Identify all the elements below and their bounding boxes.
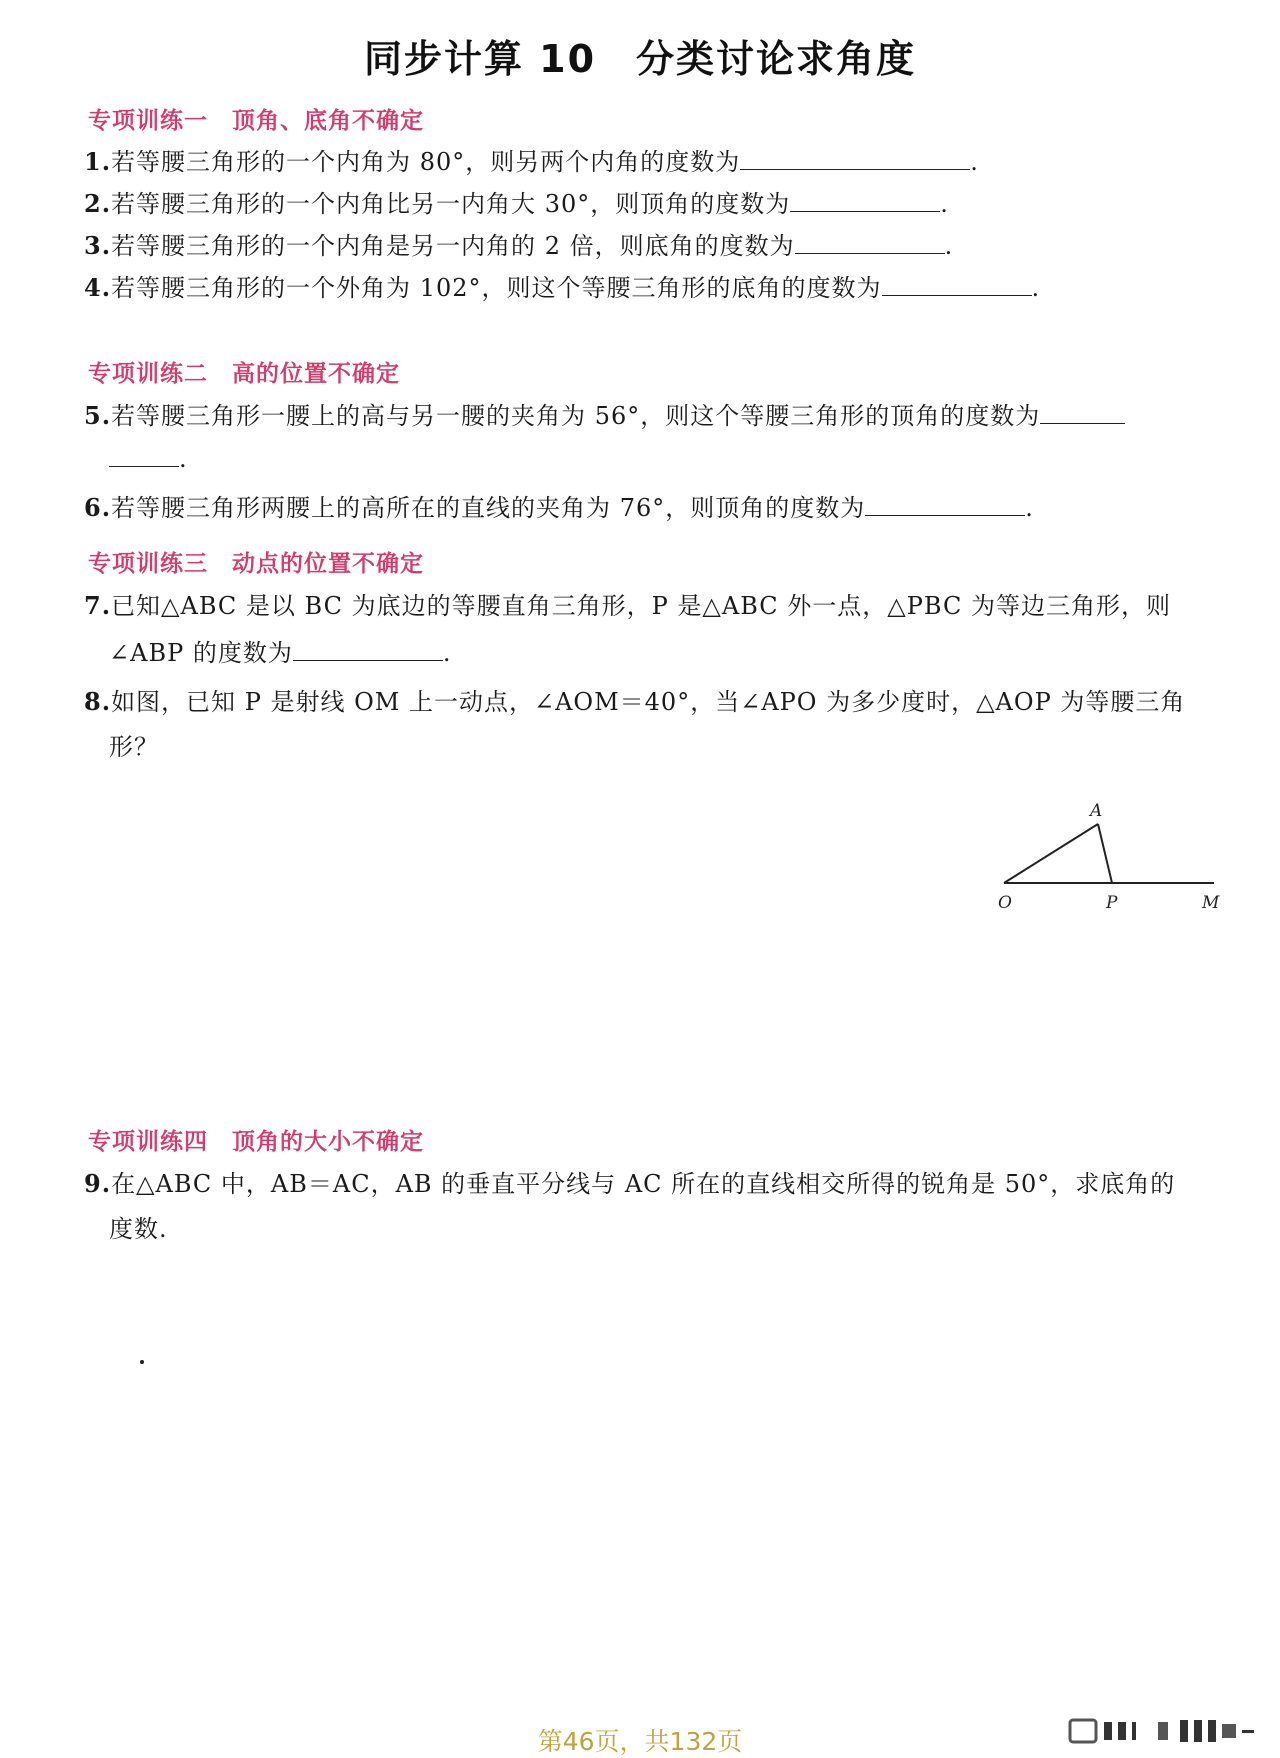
- section-heading-3: 专项训练三 动点的位置不确定: [88, 551, 424, 577]
- point-label-m: M: [1202, 893, 1220, 913]
- question-9: [84, 1160, 1224, 1208]
- question-number: 3.: [84, 231, 112, 260]
- question-1: [84, 138, 1224, 186]
- question-6: [84, 484, 1224, 532]
- segment-oa: [1004, 824, 1098, 883]
- question-text: 若等腰三角形两腰上的高所在的直线的夹角为 76°，则顶角的度数为: [111, 494, 866, 522]
- question-text: 若等腰三角形的一个内角为 80°，则另两个内角的度数为: [111, 148, 741, 176]
- answer-blank[interactable]: [882, 269, 1032, 296]
- page-footer: 第46页，共132页: [537, 1727, 743, 1756]
- segment-ap: [1098, 824, 1112, 883]
- point-label-a: A: [1090, 801, 1103, 821]
- question-text: 已知△ABC 是以 BC 为底边的等腰直角三角形，P 是△ABC 外一点，△PBC 为等边三角形，则: [111, 592, 1171, 620]
- section-heading-1: 专项训练一 顶角、底角不确定: [88, 108, 424, 134]
- question-text: 若等腰三角形的一个内角是另一内角的 2 倍，则底角的度数为: [111, 232, 795, 260]
- question-8: [84, 678, 1224, 726]
- question-7: [84, 582, 1224, 630]
- section-heading-2: 专项训练二 高的位置不确定: [88, 361, 400, 387]
- page-title: 同步计算 10 分类讨论求角度: [363, 37, 917, 81]
- question-number: 8.: [84, 687, 112, 716]
- section-heading-4: 专项训练四 顶角的大小不确定: [88, 1129, 424, 1155]
- question-3: [84, 222, 1224, 270]
- question-number: 2.: [84, 189, 112, 218]
- answer-blank[interactable]: [1040, 397, 1125, 424]
- question-7-continued: [84, 630, 1249, 677]
- point-label-o: O: [998, 893, 1012, 913]
- question-text: 若等腰三角形的一个内角比另一内角大 30°，则顶角的度数为: [111, 190, 791, 218]
- answer-blank-continued[interactable]: [109, 440, 179, 467]
- geometry-figure: [990, 795, 1230, 925]
- answer-blank[interactable]: [865, 489, 1025, 516]
- period: .: [944, 232, 954, 260]
- question-text: 若等腰三角形的一个外角为 102°，则这个等腰三角形的底角的度数为: [111, 274, 882, 302]
- question-8-continued: [84, 724, 1249, 771]
- question-text-continued: 形？: [109, 733, 159, 761]
- answer-blank[interactable]: [293, 634, 443, 661]
- question-text-continued: 度数.: [109, 1215, 168, 1243]
- period: .: [1031, 274, 1041, 302]
- period: .: [442, 639, 452, 667]
- question-4: [84, 264, 1224, 312]
- question-5-continued: [84, 436, 1249, 483]
- question-5: [84, 392, 1224, 440]
- question-text: 在△ABC 中，AB＝AC，AB 的垂直平分线与 AC 所在的直线相交所得的锐角是 50°，求底角的: [111, 1170, 1176, 1198]
- question-text: 如图，已知 P 是射线 OM 上一动点，∠AOM＝40°，当∠APO 为多少度时，△AOP 为等腰三角: [111, 688, 1186, 716]
- answer-blank[interactable]: [790, 185, 940, 212]
- answer-blank[interactable]: [740, 143, 970, 170]
- question-number: 5.: [84, 401, 112, 430]
- question-number: 7.: [84, 591, 112, 620]
- period: .: [970, 148, 979, 176]
- period: .: [179, 445, 188, 473]
- question-number: 4.: [84, 273, 112, 302]
- point-label-p: P: [1106, 893, 1118, 913]
- binding-marks-icon: [1068, 1716, 1258, 1746]
- question-number: 6.: [84, 493, 112, 522]
- stray-dot: [140, 1360, 144, 1364]
- question-text: 若等腰三角形一腰上的高与另一腰的夹角为 56°，则这个等腰三角形的顶角的度数为: [111, 402, 1041, 430]
- question-2: [84, 180, 1224, 228]
- question-text-continued: ∠ABP 的度数为: [109, 639, 293, 667]
- answer-blank[interactable]: [795, 227, 945, 254]
- question-number: 1.: [84, 147, 112, 176]
- period: .: [1025, 494, 1034, 522]
- period: .: [940, 190, 949, 218]
- question-number: 9.: [84, 1169, 112, 1198]
- question-9-continued: [84, 1206, 1249, 1253]
